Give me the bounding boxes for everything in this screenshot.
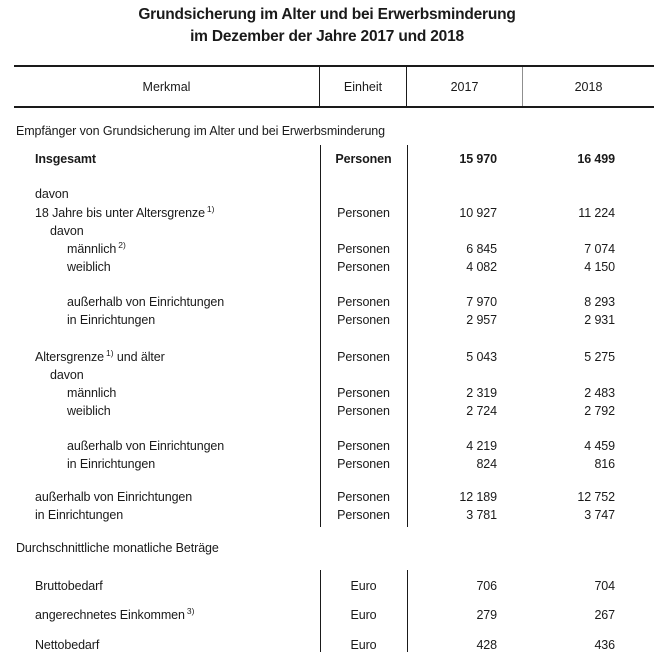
value-2018: 11 224 bbox=[578, 206, 615, 220]
table-row bbox=[14, 222, 654, 240]
unit-cell: Personen bbox=[337, 242, 390, 256]
value-2017: 6 845 bbox=[466, 242, 497, 256]
value-2017: 706 bbox=[476, 579, 497, 593]
section-label: Durchschnittliche monatliche Beträge bbox=[16, 541, 219, 555]
row-label: davon bbox=[50, 368, 84, 382]
value-2018: 16 499 bbox=[577, 152, 615, 166]
table-row bbox=[14, 488, 654, 506]
value-2017: 428 bbox=[476, 638, 497, 652]
unit-cell: Personen bbox=[337, 386, 390, 400]
table-row bbox=[14, 240, 654, 258]
page-title-line2: im Dezember der Jahre 2017 und 2018 bbox=[190, 28, 464, 45]
table-row bbox=[14, 258, 654, 276]
value-2017: 2 957 bbox=[466, 313, 497, 327]
row-label: Altersgrenze $^{1)}$ und älter bbox=[35, 348, 165, 364]
unit-cell: Personen bbox=[337, 490, 390, 504]
unit-cell: Personen bbox=[337, 457, 390, 471]
table-row bbox=[14, 204, 654, 222]
table-row bbox=[14, 506, 654, 524]
value-2017: 2 319 bbox=[466, 386, 497, 400]
table-row bbox=[14, 311, 654, 329]
unit-cell: Personen bbox=[337, 313, 390, 327]
table-row bbox=[14, 437, 654, 455]
value-2017: 5 043 bbox=[466, 350, 497, 364]
value-2017: 12 189 bbox=[459, 490, 497, 504]
value-2018: 7 074 bbox=[584, 242, 615, 256]
value-2018: 704 bbox=[594, 579, 615, 593]
row-label: Bruttobedarf bbox=[35, 579, 103, 593]
table-row bbox=[14, 293, 654, 311]
unit-cell: Personen bbox=[337, 295, 390, 309]
table-row bbox=[14, 150, 654, 168]
row-label: in Einrichtungen bbox=[35, 508, 124, 522]
section-row bbox=[14, 122, 654, 140]
value-2017: 10 927 bbox=[459, 206, 497, 220]
page-title bbox=[0, 4, 654, 48]
value-2018: 267 bbox=[594, 608, 615, 622]
value-2017: 2 724 bbox=[466, 404, 497, 418]
section-row bbox=[14, 539, 654, 557]
section-label: Empfänger von Grundsicherung im Alter und bei Erwerbsminderung bbox=[16, 124, 385, 138]
row-label: männlich bbox=[67, 386, 117, 400]
value-2017: 4 219 bbox=[466, 439, 497, 453]
unit-cell: Personen bbox=[337, 508, 390, 522]
value-2018: 4 150 bbox=[584, 260, 615, 274]
value-2018: 4 459 bbox=[584, 439, 615, 453]
unit-cell: Euro bbox=[350, 638, 377, 652]
value-2018: 436 bbox=[594, 638, 615, 652]
table-row bbox=[14, 348, 654, 366]
footnote-marker: 1) bbox=[105, 348, 114, 358]
row-label: männlich $^{2)}$ bbox=[67, 240, 126, 256]
row-label: Nettobedarf bbox=[35, 638, 100, 652]
row-label: weiblich bbox=[67, 404, 111, 418]
row-label: angerechnetes Einkommen $^{3)}$ bbox=[35, 606, 195, 622]
value-2017: 15 970 bbox=[459, 152, 497, 166]
value-2017: 7 970 bbox=[466, 295, 497, 309]
row-label: außerhalb von Einrichtungen bbox=[67, 295, 225, 309]
value-2017: 279 bbox=[476, 608, 497, 622]
table-row bbox=[14, 185, 654, 203]
table-row bbox=[14, 606, 654, 624]
row-label: in Einrichtungen bbox=[67, 313, 156, 327]
unit-cell: Personen bbox=[337, 350, 390, 364]
value-2018: 3 747 bbox=[584, 508, 615, 522]
column-header-2017: 2017 bbox=[407, 67, 523, 106]
value-2018: 2 483 bbox=[584, 386, 615, 400]
value-2017: 4 082 bbox=[466, 260, 497, 274]
unit-cell: Euro bbox=[350, 608, 377, 622]
row-label: in Einrichtungen bbox=[67, 457, 156, 471]
page-title-line1: Grundsicherung im Alter und bei Erwerbsminderung bbox=[138, 6, 516, 23]
row-label: davon bbox=[50, 224, 84, 238]
value-2018: 5 275 bbox=[584, 350, 615, 364]
column-header-2018: 2018 bbox=[574, 79, 603, 94]
table-row bbox=[14, 402, 654, 420]
unit-cell: Personen bbox=[337, 206, 390, 220]
value-2018: 2 792 bbox=[584, 404, 615, 418]
table-row bbox=[14, 577, 654, 595]
table-row bbox=[14, 636, 654, 654]
table-header-row bbox=[14, 65, 654, 108]
value-2017: 824 bbox=[476, 457, 497, 471]
table-row bbox=[14, 366, 654, 384]
value-2018: 12 752 bbox=[577, 490, 615, 504]
unit-cell: Euro bbox=[350, 579, 377, 593]
unit-cell: Personen bbox=[337, 260, 390, 274]
row-label: 18 Jahre bis unter Altersgrenze $^{1)}$ bbox=[35, 204, 215, 220]
row-label: außerhalb von Einrichtungen bbox=[67, 439, 225, 453]
footnote-marker: 2) bbox=[118, 240, 126, 250]
value-2017: 3 781 bbox=[466, 508, 497, 522]
value-2018: 816 bbox=[594, 457, 615, 471]
unit-cell: Personen bbox=[337, 439, 390, 453]
footnote-marker: 3) bbox=[186, 606, 195, 616]
table-row bbox=[14, 455, 654, 473]
row-label: weiblich bbox=[67, 260, 111, 274]
row-label: außerhalb von Einrichtungen bbox=[35, 490, 193, 504]
row-label: Insgesamt bbox=[35, 152, 96, 166]
column-header-merkmal: Merkmal bbox=[14, 67, 320, 106]
footnote-marker: 1) bbox=[206, 204, 215, 214]
table-row bbox=[14, 384, 654, 402]
unit-cell: Personen bbox=[337, 404, 390, 418]
unit-cell: Personen bbox=[335, 152, 392, 166]
value-2018: 8 293 bbox=[584, 295, 615, 309]
column-header-einheit: Einheit bbox=[320, 67, 407, 106]
value-2018: 2 931 bbox=[584, 313, 615, 327]
row-label: davon bbox=[35, 187, 69, 201]
